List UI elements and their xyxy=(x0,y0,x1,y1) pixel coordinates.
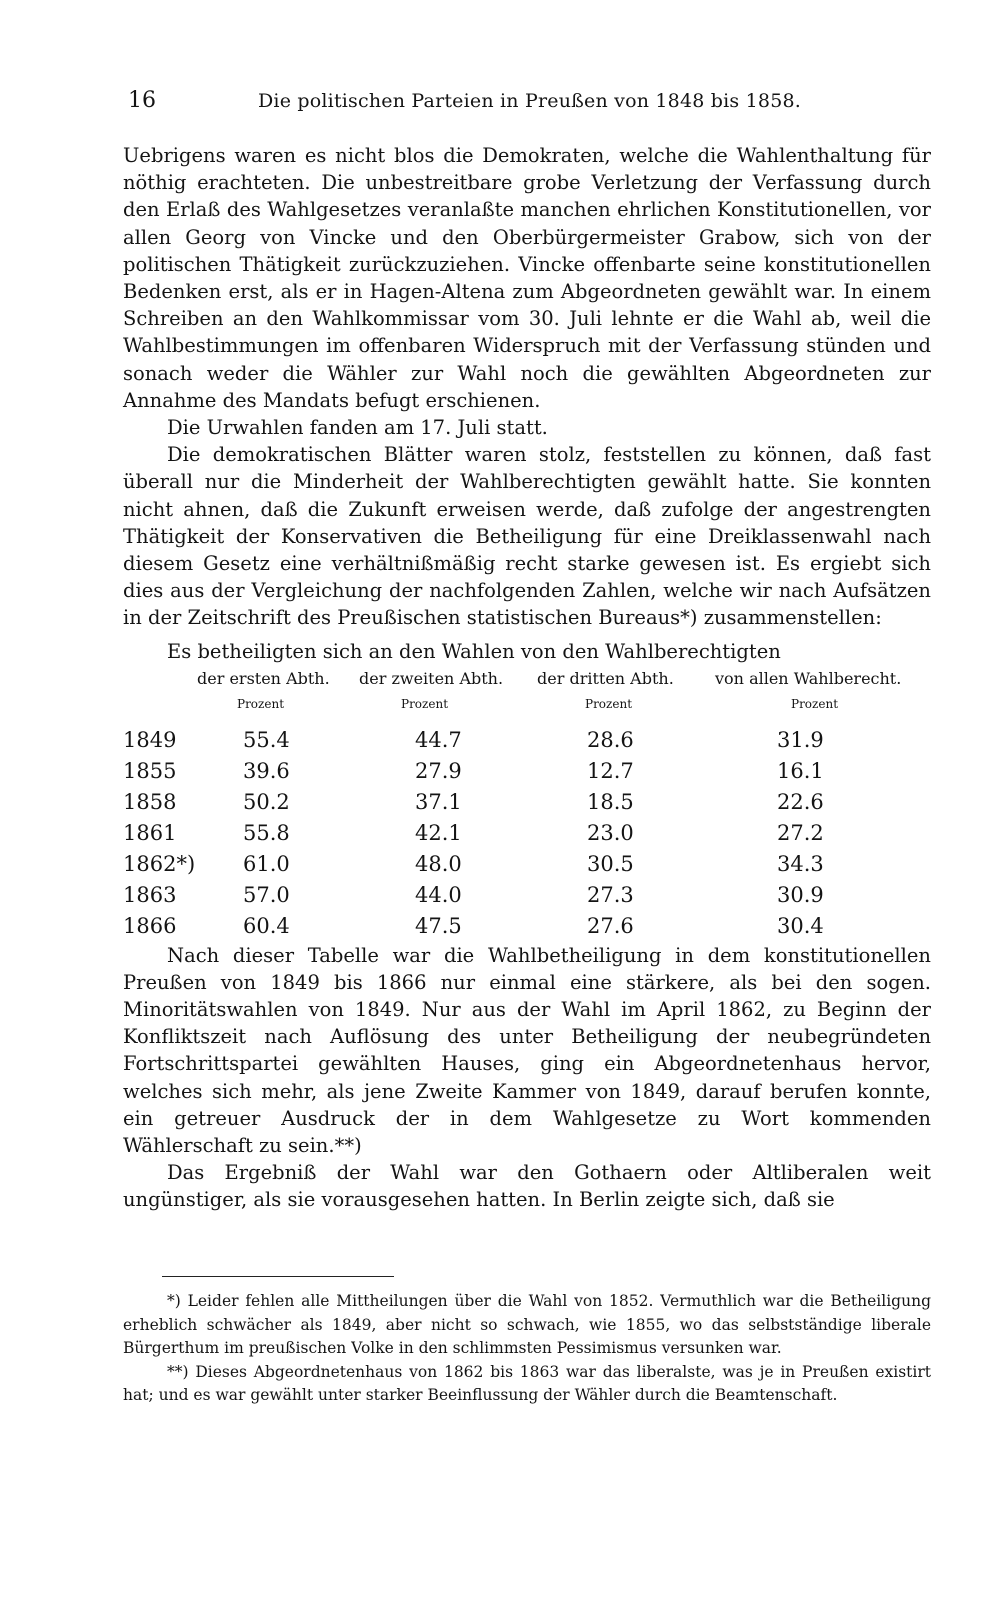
year-cell: 1863 xyxy=(123,882,177,907)
value-cell: 57.0 xyxy=(243,882,290,907)
value-cell: 27.9 xyxy=(415,758,462,783)
table-row xyxy=(123,756,857,787)
value-cell: 48.0 xyxy=(415,851,462,876)
footnote: **) Dieses Abgeordnetenhaus von 1862 bis 1863 war das liberalste, was je in Preußen existirt hat; und es war gewählt unter starker Beeinflussung der Wähler durch die Beamtenschaft. xyxy=(123,1362,931,1404)
table-row xyxy=(123,725,857,756)
value-cell: 34.3 xyxy=(777,851,824,876)
column-header: der zweiten Abth. xyxy=(359,668,504,688)
value-cell: 61.0 xyxy=(243,851,290,876)
value-cell: 22.6 xyxy=(777,789,824,814)
value-cell: 39.6 xyxy=(243,758,290,783)
table-caption: Es betheiligten sich an den Wahlen von den Wahlberechtigten xyxy=(167,639,781,663)
value-cell: 30.5 xyxy=(587,851,634,876)
year-cell: 1866 xyxy=(123,913,177,938)
value-cell: 44.0 xyxy=(415,882,462,907)
value-cell: 27.3 xyxy=(587,882,634,907)
value-cell: 18.5 xyxy=(587,789,634,814)
paragraph: Das Ergebniß der Wahl war den Gothaern oder Altliberalen weit ungünstiger, als sie vorausgesehen hatten. In Berlin zeigte sich, daß sie xyxy=(123,1161,931,1212)
footnote-divider xyxy=(162,1276,394,1277)
table-row xyxy=(123,787,857,818)
unit-label: Prozent xyxy=(401,696,449,711)
value-cell: 12.7 xyxy=(587,758,634,783)
value-cell: 28.6 xyxy=(587,727,634,752)
table-row xyxy=(123,880,857,911)
value-cell: 31.9 xyxy=(777,727,824,752)
paragraph: Uebrigens waren es nicht blos die Demokraten, welche die Wahlenthaltung für nöthig erachteten. Die unbestreitbare grobe Verletzung der Verfassung durch den Erlaß des Wahlgesetzes veranlaßte manchen ehrlichen Konstitutionellen, vor allen Georg von Vincke und den Oberbürgermeister Grabow, sich von der politischen Thätigkeit zurückzuziehen. Vincke offenbarte seine konstitutionellen Bedenken erst, als er in Hagen-Altena zum Abgeordneten gewählt war. In einem Schreiben an den Wahlkommissar vom 30. Juli lehnte er die Wahl ab, weil die Wahlbestimmungen im offenbaren Widerspruch mit der Verfassung stünden und sonach weder die Wähler zur Wahl noch die gewählten Abgeordneten zur Annahme des Mandats befugt erschienen. xyxy=(123,144,931,412)
value-cell: 37.1 xyxy=(415,789,462,814)
year-cell: 1861 xyxy=(123,820,177,845)
page-header xyxy=(128,88,928,118)
value-cell: 55.8 xyxy=(243,820,290,845)
value-cell: 30.4 xyxy=(777,913,824,938)
column-header: von allen Wahlberecht. xyxy=(715,668,902,688)
year-cell: 1862*) xyxy=(123,851,196,876)
page-number: 16 xyxy=(128,88,156,113)
year-cell: 1849 xyxy=(123,727,177,752)
unit-label: Prozent xyxy=(237,696,285,711)
paragraph: Nach dieser Tabelle war die Wahlbetheiligung in dem konstitutionellen Preußen von 1849 bis 1866 nur einmal eine stärkere, als bei den sogen. Minoritätswahlen von 1849. Nur aus der Wahl im April 1862, zu Beginn der Konfliktszeit nach Auflösung des unter Betheiligung der neubegründeten Fortschrittspartei gewählten Hauses, ging ein Abgeordnetenhaus hervor, welches sich mehr, als jene Zweite Kammer von 1849, darauf berufen konnte, ein getreuer Ausdruck der in dem Wahlgesetze zu Wort kommenden Wählerschaft zu sein.**) xyxy=(123,943,931,1158)
paragraph: Die Urwahlen fanden am 17. Juli statt. xyxy=(167,416,548,440)
table-row xyxy=(123,849,857,880)
value-cell: 23.0 xyxy=(587,820,634,845)
footnote: *) Leider fehlen alle Mittheilungen über die Wahl von 1852. Vermuthlich war die Betheiligung erheblich schwächer als 1849, aber nicht so schwach, wie 1855, wo das selbstständige liberale Bürgerthum im preußischen Volke in den schlimmsten Pessimismus versunken war. xyxy=(123,1292,931,1357)
column-header: der ersten Abth. xyxy=(197,668,330,688)
unit-label: Prozent xyxy=(791,696,839,711)
value-cell: 30.9 xyxy=(777,882,824,907)
running-title: Die politischen Parteien in Preußen von 1848 bis 1858. xyxy=(258,90,802,112)
value-cell: 27.6 xyxy=(587,913,634,938)
year-cell: 1855 xyxy=(123,758,177,783)
year-cell: 1858 xyxy=(123,789,177,814)
participation-table xyxy=(123,725,857,942)
value-cell: 55.4 xyxy=(243,727,290,752)
column-header: der dritten Abth. xyxy=(537,668,674,688)
table-row xyxy=(123,818,857,849)
table-header xyxy=(123,669,931,717)
value-cell: 47.5 xyxy=(415,913,462,938)
value-cell: 42.1 xyxy=(415,820,462,845)
paragraph: Die demokratischen Blätter waren stolz, feststellen zu können, daß fast überall nur die Minderheit der Wahlberechtigten gewählt hatte. Sie konnten nicht ahnen, daß die Zukunft erweisen werde, daß zufolge der angestrengten Thätigkeit der Konservativen die Betheiligung für eine Dreiklassenwahl nach diesem Gesetz eine verhältnißmäßig recht starke gewesen ist. Es ergiebt sich dies aus der Vergleichung der nachfolgenden Zahlen, welche wir nach Aufsätzen in der Zeitschrift des Preußischen statistischen Bureaus*) zusammenstellen: xyxy=(123,443,931,630)
value-cell: 44.7 xyxy=(415,727,462,752)
value-cell: 50.2 xyxy=(243,789,290,814)
value-cell: 16.1 xyxy=(777,758,824,783)
table-row xyxy=(123,911,857,942)
main-text xyxy=(123,142,931,1214)
value-cell: 27.2 xyxy=(777,820,824,845)
unit-label: Prozent xyxy=(585,696,633,711)
value-cell: 60.4 xyxy=(243,913,290,938)
footnotes xyxy=(123,1290,931,1408)
